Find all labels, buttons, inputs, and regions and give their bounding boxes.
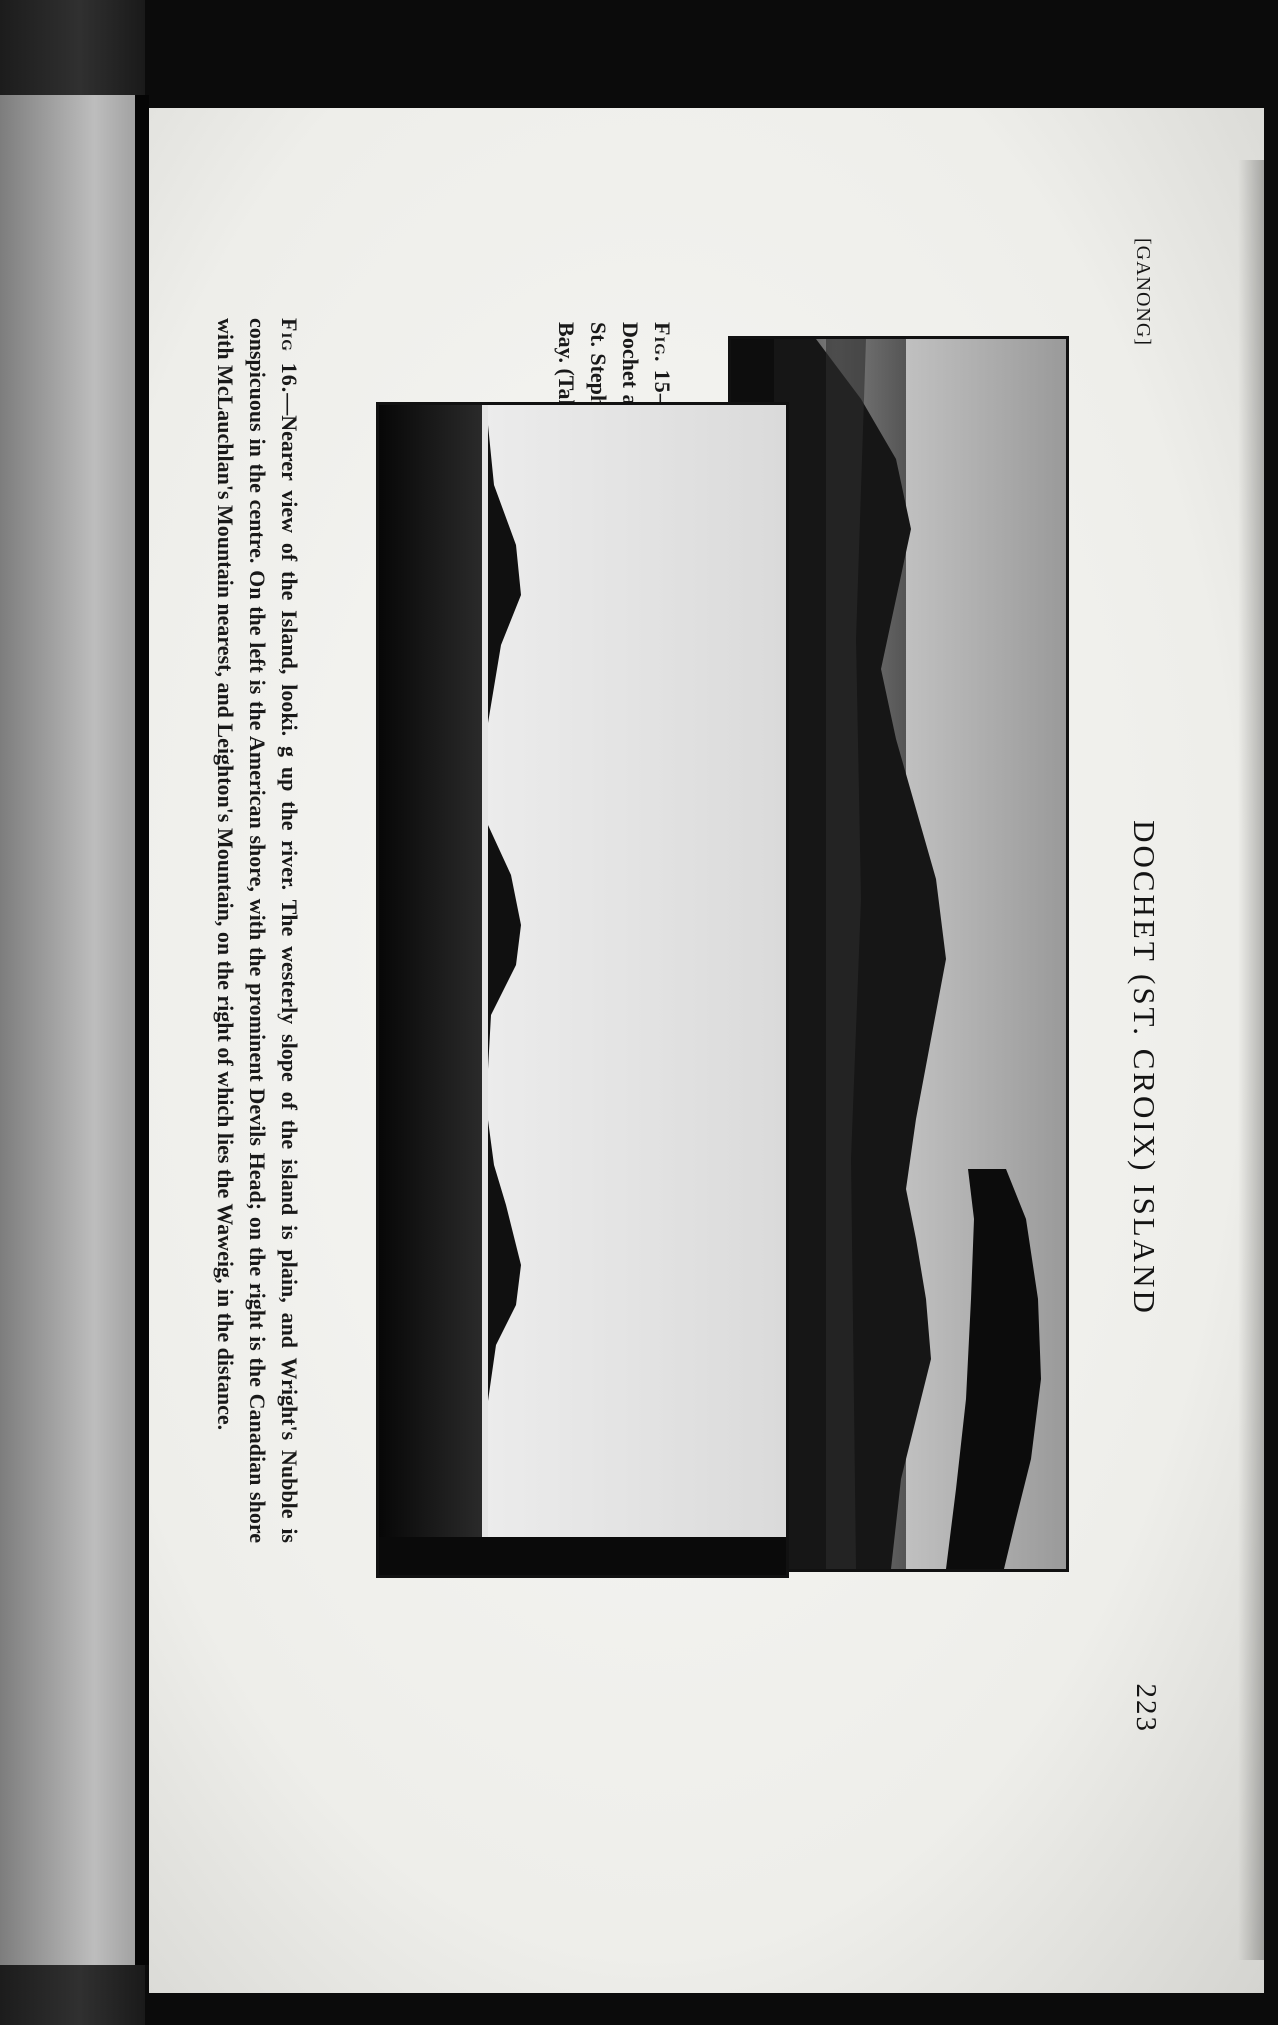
- page-number: 223: [1130, 1683, 1162, 1733]
- facing-page-edge: [0, 95, 135, 1965]
- figure-16-caption-text: —Nearer view of the Island, looki. g up the river. The westerly slope of the island is plain, and Wright's Nubble is conspicuous in the centre. On the left is the American shore, with the prominent Devils Head; on the right is the Canadian shore with McLauchlan's Mountain nearest, and Leighton's Mountain, on the right of which lies the Waweig, in the distance.: [213, 318, 302, 1543]
- figure-16-image: [379, 405, 786, 1575]
- book-gutter: [135, 95, 149, 1965]
- figure-16-caption: [209, 318, 305, 1543]
- running-head-author: [GANONG]: [1132, 238, 1154, 346]
- running-head-title: DOCHET (ST. CROIX) ISLAND: [1127, 820, 1162, 1316]
- figure-15-label: Fig. 15: [650, 322, 675, 394]
- figure-16-photograph: [376, 402, 789, 1578]
- figure-16-label: Fig 16.: [277, 318, 302, 394]
- rotated-book-page: [149, 108, 1264, 1993]
